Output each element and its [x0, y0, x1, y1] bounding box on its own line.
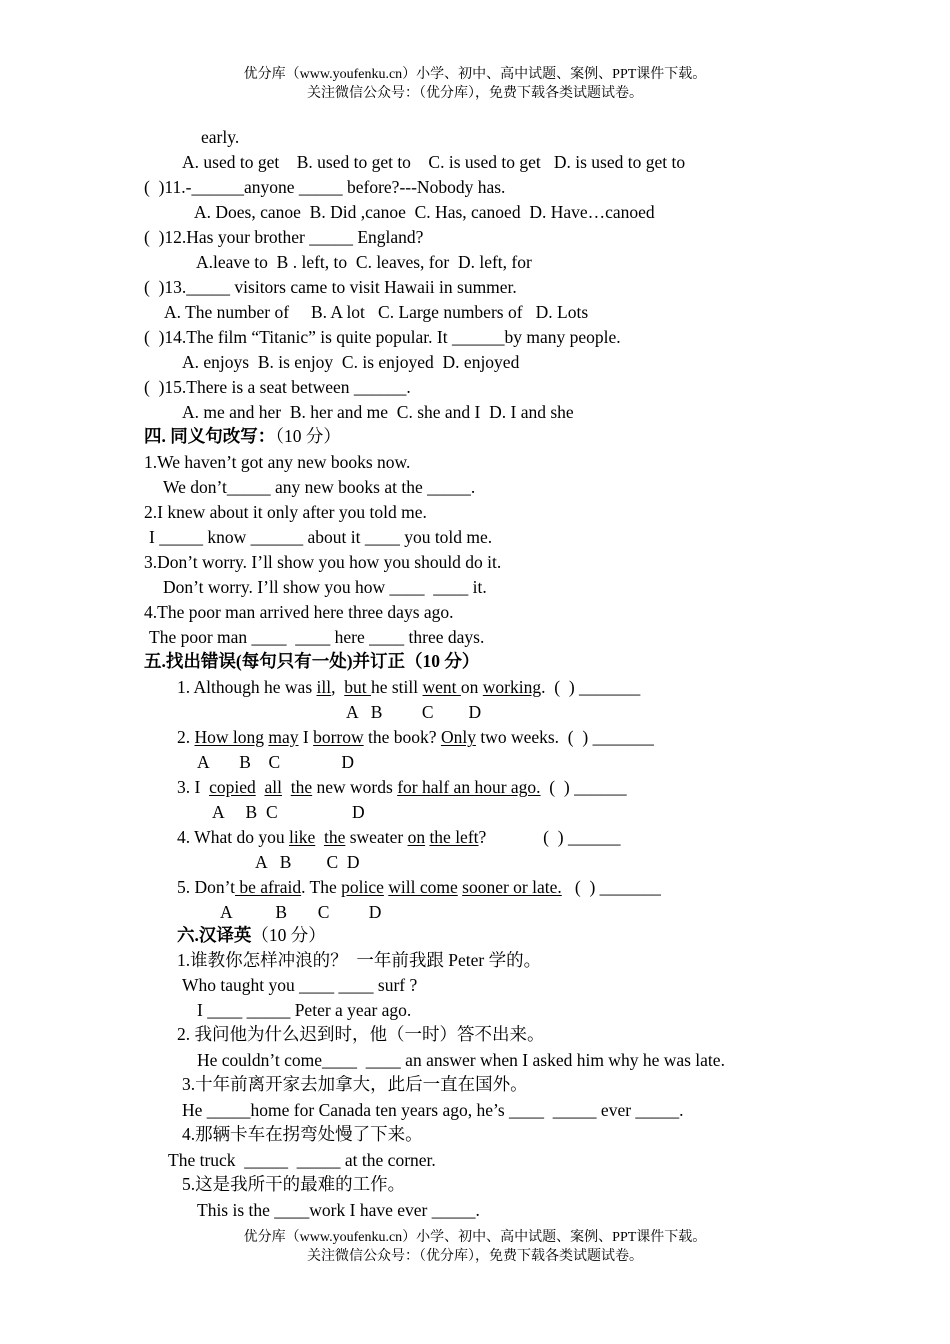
footer-line-1: 优分库（www.youfenku.cn）小学、初中、高中试题、案例、PPT课件下载。 [243, 1230, 707, 1245]
e2-option-d: Only [440, 727, 476, 747]
header-line-1: 优分库（www.youfenku.cn）小学、初中、高中试题、案例、PPT课件下载。 [243, 67, 707, 82]
e4-option-b: the [323, 827, 346, 847]
e5-letters: A B C D [220, 902, 382, 922]
e1-sentence: 1. Although he was ill, but he still went on working. ( ) _______ [177, 677, 641, 697]
q10-tail: early. [201, 127, 240, 147]
q15-options: A. me and her B. her and me C. she and I D. I and she [182, 402, 574, 422]
footer-line-2: 关注微信公众号：（优分库），免费下载各类试题试卷。 [307, 1249, 643, 1264]
t2-english: He couldn’t come____ ____ an answer when I asked him why he was late. [197, 1050, 725, 1070]
section4-score: （10 分） [275, 426, 341, 446]
q11: ( )11.-______anyone _____ before?---Nobody has. [144, 177, 506, 197]
e4-letters: A B C D [255, 852, 360, 872]
q12-options: A.leave to B . left, to C. leaves, for D. left, for [196, 252, 532, 272]
section6-score: （10 分） [251, 925, 326, 945]
t1-chinese: 1.谁教你怎样冲浪的？ 一年前我跟 Peter 学的。 [177, 950, 542, 970]
e2-option-b: may [268, 727, 299, 747]
e1-option-a: ill [316, 677, 332, 697]
section5-title: 五.找出错误(每句只有一处)并订正（10 分） [144, 651, 480, 671]
e4-option-c: on [407, 827, 426, 847]
t5-english: This is the ____work I have ever _____. [197, 1200, 480, 1220]
s4-item3-rewrite: Don’t worry. I’ll show you how ____ ____ it. [163, 577, 487, 597]
s4-item1-original: 1.We haven’t got any new books now. [144, 452, 411, 472]
s4-item1-rewrite: We don’t_____ any new books at the _____. [163, 477, 476, 497]
e2-sentence: 2. How long may I borrow the book? Only two weeks. ( ) _______ [177, 727, 654, 747]
e2-option-a: How long [194, 727, 265, 747]
e4-option-a: like [288, 827, 316, 847]
section6-heading [177, 924, 326, 946]
s4-item4-original: 4.The poor man arrived here three days ago. [144, 602, 454, 622]
e2-letters: A B C D [197, 752, 355, 772]
e1-option-c: went [422, 677, 461, 697]
e5-sentence: 5. Don’t be afraid. The police will come sooner or late. ( ) _______ [177, 877, 661, 897]
t4-chinese: 4.那辆卡车在拐弯处慢了下来。 [182, 1124, 423, 1144]
e3-sentence: 3. I copied all the new words for half an hour ago. ( ) ______ [177, 777, 627, 797]
q14: ( )14.The film “Titanic” is quite popular. It ______by many people. [144, 327, 621, 347]
t3-english: He _____home for Canada ten years ago, he’s ____ _____ ever _____. [182, 1100, 684, 1120]
e4-sentence: 4. What do you like the sweater on the left? ( ) ______ [177, 827, 621, 847]
e5-option-c: will come [388, 877, 458, 897]
e3-option-d: for half an hour ago. [397, 777, 541, 797]
q10-options: A. used to get B. used to get to C. is used to get D. is used to get to [182, 152, 686, 172]
t3-chinese: 3.十年前离开家去加拿大，此后一直在国外。 [182, 1074, 528, 1094]
e5-option-d: sooner or late. [462, 877, 562, 897]
t1-english-1: Who taught you ____ ____ surf ? [182, 975, 418, 995]
q12: ( )12.Has your brother _____ England? [144, 227, 424, 247]
e1-letters: A B C D [346, 702, 482, 722]
section4-heading [144, 425, 341, 447]
q15: ( )15.There is a seat between ______. [144, 377, 411, 397]
e1-option-b: but [344, 677, 371, 697]
s4-item3-original: 3.Don’t worry. I’ll show you how you should do it. [144, 552, 502, 572]
section4-title: 四. 同义句改写： [144, 426, 276, 446]
s4-item2-rewrite: I _____ know ______ about it ____ you told me. [149, 527, 493, 547]
header-line-2: 关注微信公众号：（优分库），免费下载各类试题试卷。 [307, 86, 643, 101]
e5-option-b: police [341, 877, 384, 897]
e3-letters: A B C D [212, 802, 365, 822]
q13-options: A. The number of B. A lot C. Large numbers of D. Lots [164, 302, 589, 322]
q13: ( )13._____ visitors came to visit Hawaii in summer. [144, 277, 517, 297]
e2-option-c: borrow [313, 727, 364, 747]
t1-english-2: I ____ _____ Peter a year ago. [197, 1000, 412, 1020]
t2-chinese: 2. 我问他为什么迟到时，他（一时）答不出来。 [177, 1024, 545, 1044]
q14-options: A. enjoys B. is enjoy C. is enjoyed D. enjoyed [182, 352, 520, 372]
s4-item4-rewrite: The poor man ____ ____ here ____ three days. [149, 627, 485, 647]
e5-option-a: be afraid [235, 877, 302, 897]
e3-option-a: copied [209, 777, 256, 797]
e3-option-b: all [264, 777, 282, 797]
e3-option-c: the [290, 777, 313, 797]
s4-item2-original: 2.I knew about it only after you told me. [144, 502, 427, 522]
t4-english: The truck _____ _____ at the corner. [168, 1150, 436, 1170]
t5-chinese: 5.这是我所干的最难的工作。 [182, 1174, 406, 1194]
e1-option-d: working [482, 677, 542, 697]
section6-title: 六.汉译英 [177, 925, 252, 945]
q11-options: A. Does, canoe B. Did ,canoe C. Has, canoed D. Have…canoed [194, 202, 655, 222]
e4-option-d: the left [429, 827, 479, 847]
